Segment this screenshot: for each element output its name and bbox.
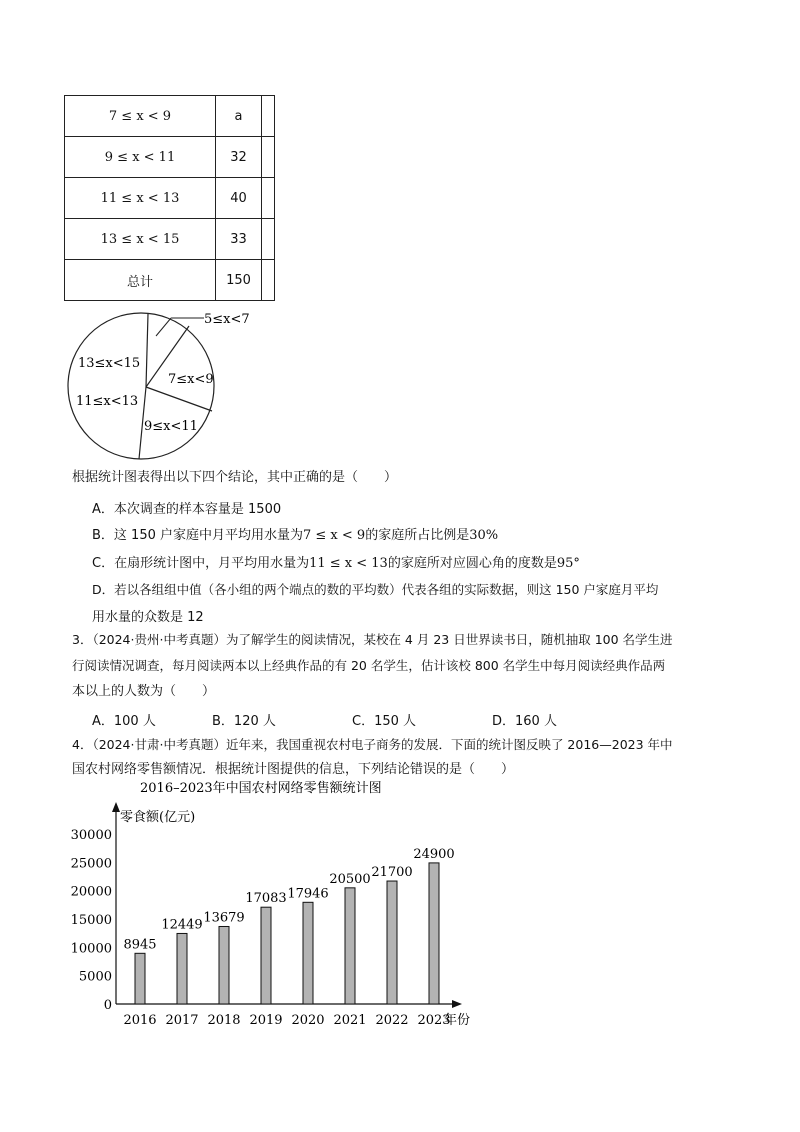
table-cell-range: 总计: [65, 260, 216, 301]
x-axis-label: 年份: [444, 1013, 471, 1028]
bar: [177, 933, 187, 1004]
y-tick-label: 20000: [70, 884, 112, 900]
option-c: [92, 552, 580, 571]
question-3-line1: 3．（2024·贵州·中考真题）为了解学生的阅读情况，某校在 4 月 23 日世界读书日，随机抽取 100 名学生进: [72, 632, 673, 647]
bar-value-label: 24900: [413, 846, 455, 862]
table-row: [65, 137, 275, 178]
chart-title: 2016–2023年中国农村网络零售额统计图: [140, 781, 382, 796]
bar: [429, 863, 439, 1004]
bar-value-label: 20500: [329, 871, 371, 887]
table-cell-range: 11 ≤ x < 13: [65, 178, 216, 219]
pie-label: 11≤x<13: [76, 394, 139, 409]
bar: [261, 907, 271, 1004]
x-tick-label: 2022: [375, 1013, 409, 1028]
table-cell-empty: [262, 96, 275, 137]
bar: [219, 926, 229, 1004]
question-4-line2: 国农村网络零售额情况．根据统计图提供的信息，下列结论错误的是（ ）: [72, 762, 515, 777]
y-ticks: [71, 828, 112, 1013]
table-cell-range: 7 ≤ x < 9: [65, 96, 216, 137]
table-cell-empty: [262, 137, 275, 178]
table-cell-range: 9 ≤ x < 11: [65, 137, 216, 178]
frequency-table: [64, 95, 275, 301]
option-a: A．本次调查的样本容量是 1500: [92, 502, 282, 517]
y-tick-label: 15000: [70, 913, 112, 928]
bar: [387, 881, 397, 1004]
y-tick-label: 10000: [70, 941, 112, 957]
y-tick-label: 25000: [70, 856, 112, 872]
option-b-post: 的家庭所占比例是: [365, 528, 470, 543]
question-2-stem: 根据统计图表得出以下四个结论，其中正确的是（ ）: [72, 470, 398, 485]
table-cell-count: 32: [216, 137, 262, 178]
question-3-line3: 本以上的人数为（ ）: [72, 684, 216, 699]
table-cell-count: 40: [216, 178, 262, 219]
pie-divider: [146, 314, 148, 387]
option-b: [92, 524, 498, 543]
option-d-line1: D．若以各组组中值（各小组的两个端点的数的平均数）代表各组的实际数据，则这 150 户家庭月平均: [92, 582, 659, 597]
y-axis-arrow: [112, 802, 120, 812]
table-cell-count: 150: [216, 260, 262, 301]
bar-value-label: 12449: [161, 917, 203, 933]
option-c-pre: C．在扇形统计图中，月平均用水量为: [92, 556, 310, 571]
q3-option-a: A．100 人: [92, 714, 156, 729]
x-tick-label: 2023: [417, 1013, 451, 1028]
bar-value-label: 13679: [203, 910, 245, 926]
pie-label: 9≤x<11: [144, 419, 198, 434]
bar: [135, 953, 145, 1004]
table-cell-count: 33: [216, 219, 262, 260]
pie-label: 5≤x<7: [204, 312, 250, 327]
table-cell-empty: [262, 219, 275, 260]
bar-chart: [60, 778, 490, 1030]
table-cell-empty: [262, 178, 275, 219]
option-c-math: 11 ≤ x < 13: [309, 556, 388, 571]
table-cell-empty: [262, 260, 275, 301]
bar: [303, 902, 313, 1004]
question-3-line2: 行阅读情况调查，每月阅读两本以上经典作品的有 20 名学生，估计该校 800 名学生中每月阅读经典作品两: [72, 658, 666, 673]
y-tick-label: 30000: [70, 828, 112, 843]
option-c-value: 95°: [556, 556, 580, 571]
option-c-post: 的家庭所对应圆心角的度数是: [387, 556, 557, 571]
bars: [123, 847, 454, 1028]
q3-option-d: D．160 人: [492, 714, 557, 729]
x-tick-label: 2019: [249, 1013, 283, 1028]
q3-option-b: B．120 人: [212, 714, 276, 729]
bar-value-label: 17083: [245, 891, 287, 907]
table-row: [65, 219, 275, 260]
option-b-math: 7 ≤ x < 9: [303, 528, 366, 543]
q3-option-c: C．150 人: [352, 714, 417, 729]
x-axis-arrow: [452, 1000, 462, 1008]
option-d-line2: 用水量的众数是 12: [92, 610, 204, 625]
y-tick-label: 5000: [78, 969, 112, 985]
table-cell-count: a: [216, 96, 262, 137]
option-b-pre: B．这 150 户家庭中月平均用水量为: [92, 528, 303, 543]
pie-chart: [66, 306, 250, 466]
table-row: [65, 178, 275, 219]
question-4-line1: 4．（2024·甘肃·中考真题）近年来，我国重视农村电子商务的发展．下面的统计图反映了 2016—2023 年中: [72, 737, 673, 752]
y-tick-label: 0: [103, 998, 112, 1013]
bar: [345, 888, 355, 1004]
table-row: [65, 96, 275, 137]
pie-divider: [146, 387, 212, 411]
bar-value-label: 17946: [287, 886, 329, 902]
x-tick-label: 2016: [123, 1013, 157, 1028]
x-tick-label: 2018: [207, 1013, 241, 1028]
x-tick-label: 2020: [291, 1013, 325, 1028]
table-row: [65, 260, 275, 301]
bar-value-label: 21700: [371, 865, 413, 881]
y-axis-label: 零食额(亿元): [120, 810, 196, 825]
pie-label: 13≤x<15: [78, 356, 141, 371]
x-tick-label: 2021: [333, 1013, 367, 1028]
pie-label-leader: [156, 318, 171, 336]
x-tick-label: 2017: [165, 1013, 199, 1028]
table-cell-range: 13 ≤ x < 15: [65, 219, 216, 260]
option-b-value: 30%: [469, 528, 499, 543]
bar-value-label: 8945: [123, 937, 157, 953]
pie-label: 7≤x<9: [168, 372, 214, 387]
